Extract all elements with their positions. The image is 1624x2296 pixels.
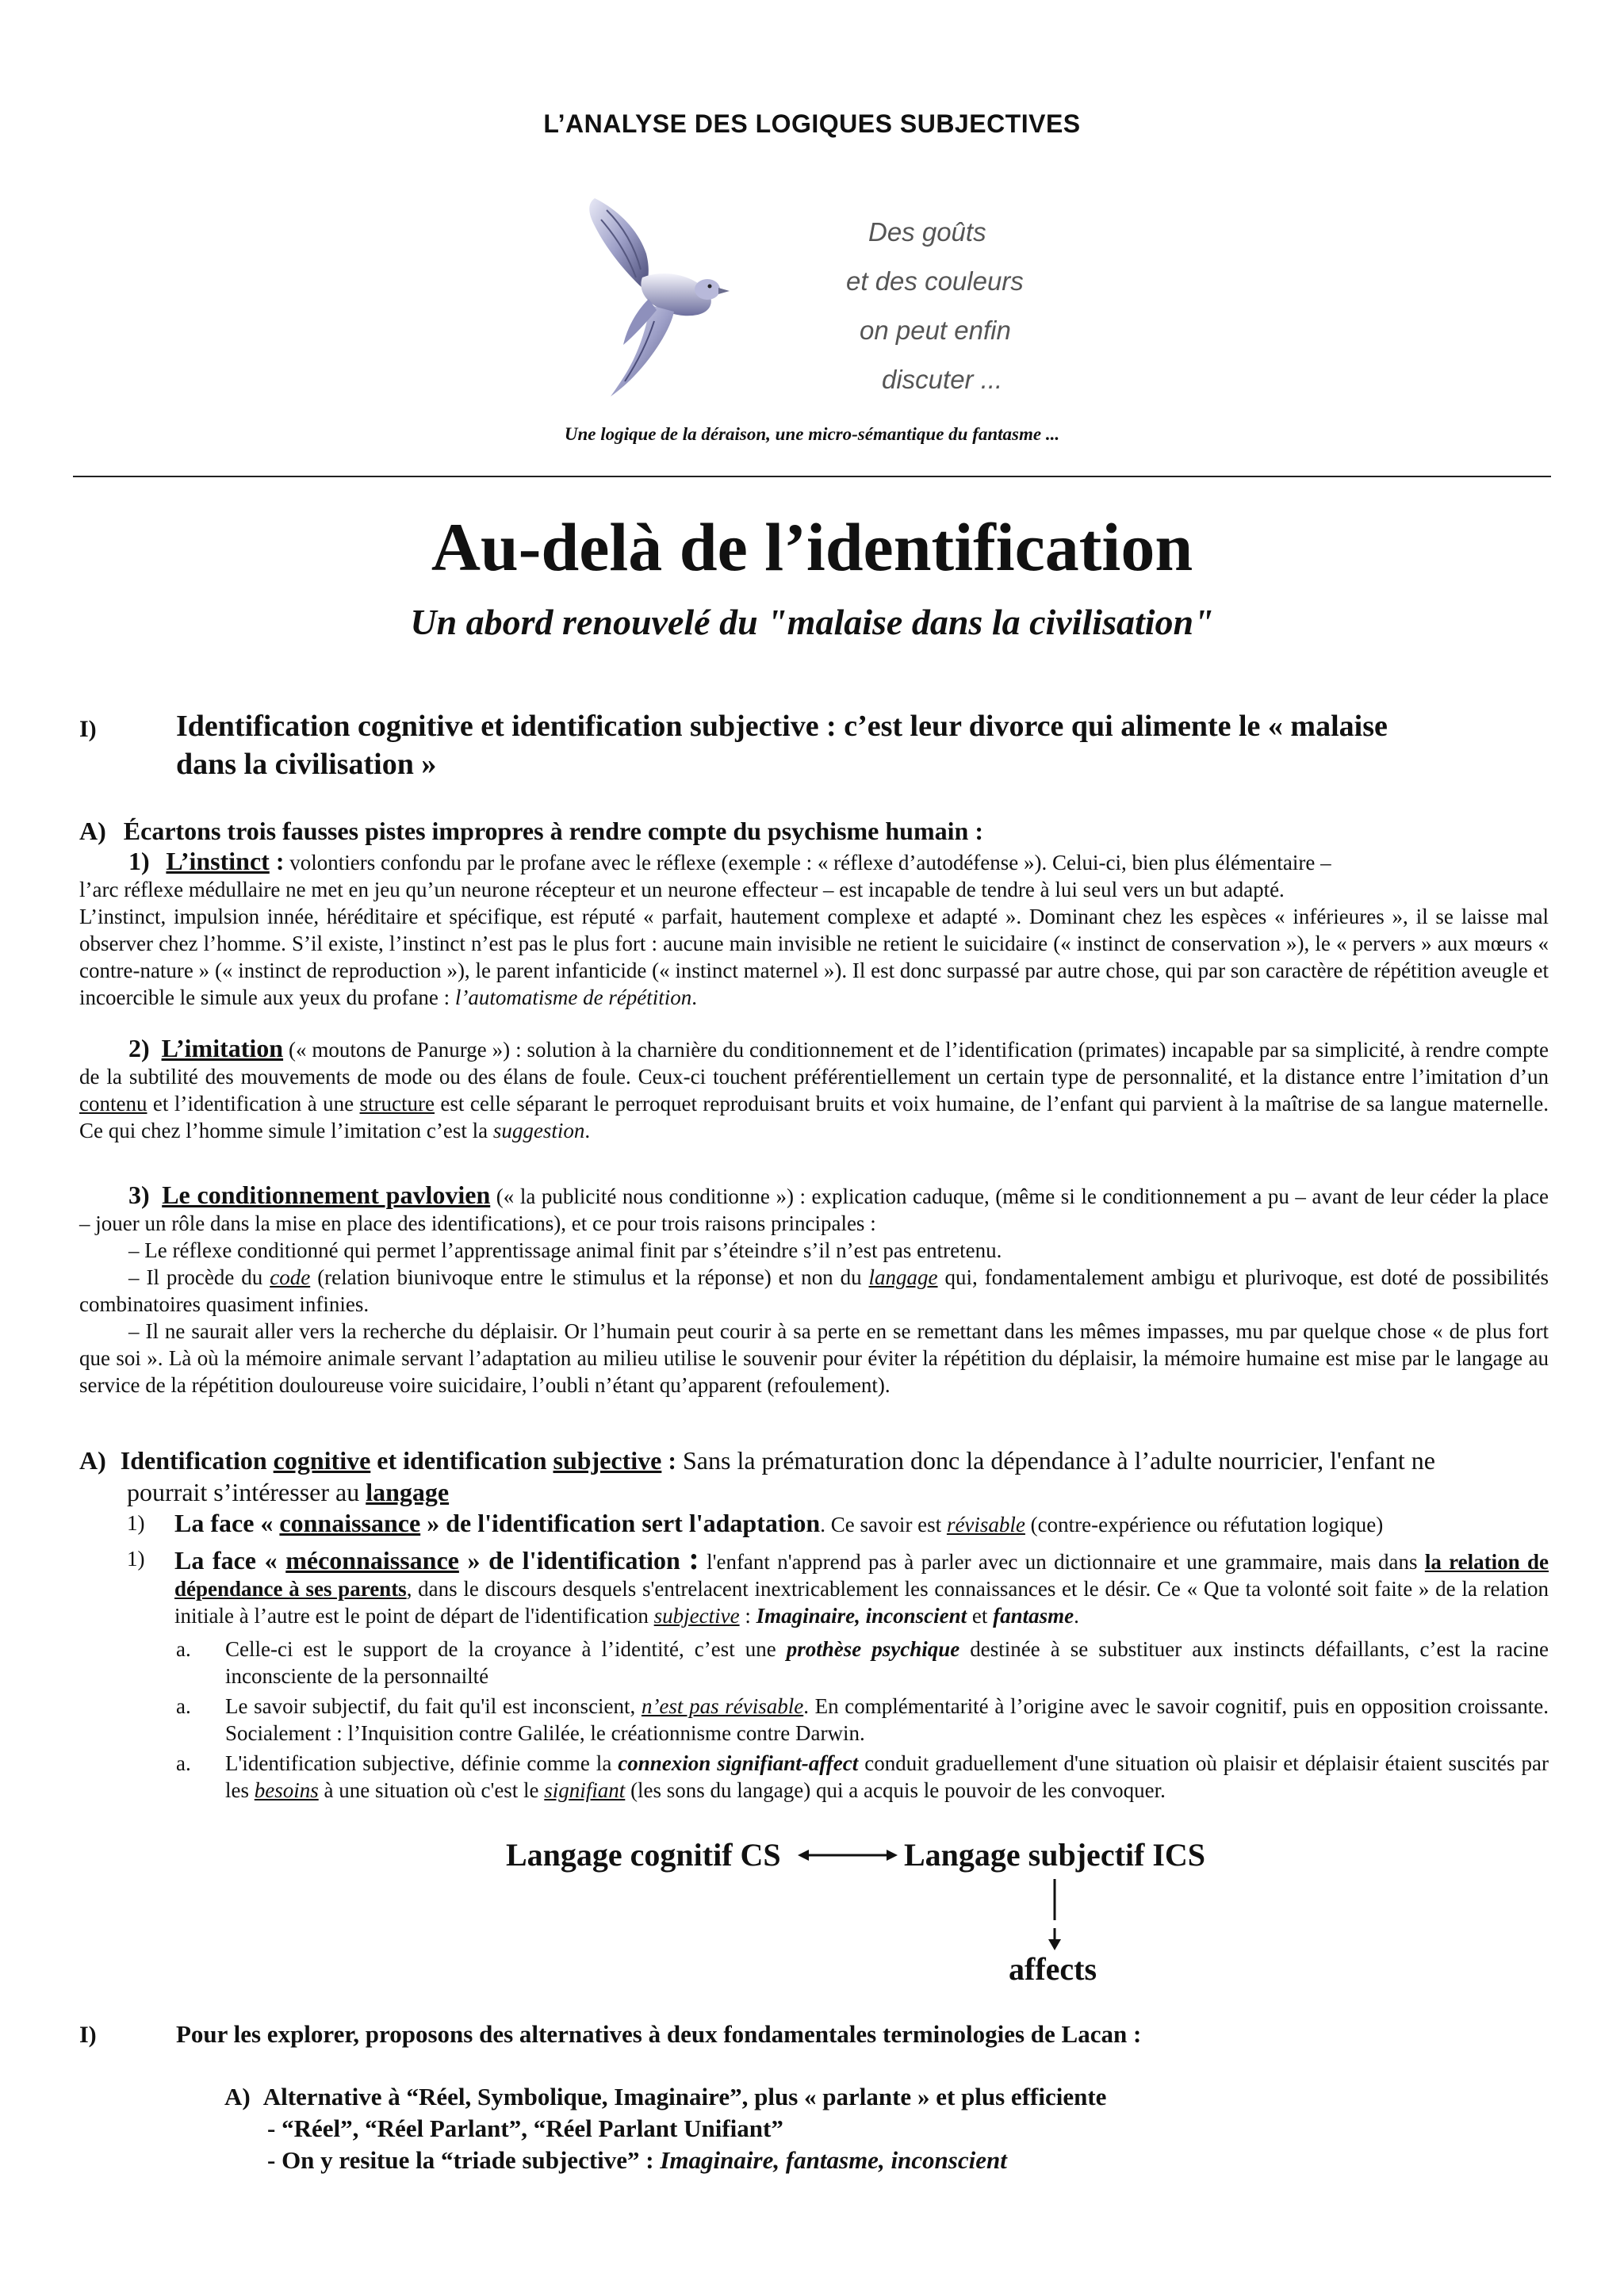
term-colon: :: [269, 847, 285, 875]
section-title-line: dans la civilisation »: [176, 748, 437, 781]
sub-item-text: Celle-ci est le support de la croyance à l’identité, c’est une: [225, 1637, 787, 1661]
item-number: 1): [128, 847, 150, 875]
motto: [841, 208, 1024, 404]
sub-item-text: (les sons du langage) qui a acquis le pouvoir de les convoquer.: [625, 1778, 1166, 1802]
item-number: 1): [127, 1511, 145, 1535]
paragraph-text: .: [584, 1119, 591, 1142]
diagram-right-node: Langage subjectif ICS: [904, 1837, 1206, 1873]
bullet: [79, 1264, 1549, 1318]
section-number: I): [79, 2022, 97, 2048]
heading-text: et identification: [370, 1446, 553, 1475]
term-instinct: L’instinct: [166, 847, 270, 875]
sub-item-number: a.: [176, 1637, 191, 1661]
underlined-term: contenu: [79, 1092, 147, 1115]
paragraph-instinct: [79, 848, 1549, 1011]
dove-icon: [571, 194, 737, 400]
heading-text: :: [661, 1446, 676, 1475]
item-text: :: [739, 1604, 756, 1628]
bold-italic-term: fantasme: [993, 1604, 1074, 1628]
down-arrow-icon: [1045, 1879, 1064, 1952]
bold-italic-term: connexion signifiant-affect: [618, 1751, 859, 1775]
underlined-term: la relation de dépendance à ses parents: [174, 1550, 1549, 1601]
subsection-label: A): [79, 817, 106, 845]
section-title: Pour les explorer, proposons des alternatives à deux fondamentales terminologies de Lacan :: [176, 2020, 1142, 2048]
motto-line: on peut enfin: [860, 316, 1011, 345]
subsection-label: A): [224, 2083, 251, 2110]
term-conditioning: Le conditionnement pavlovien: [162, 1181, 491, 1209]
motto-line: Des goûts: [868, 217, 986, 247]
subsection-line: - “Réel”, “Réel Parlant”, “Réel Parlant Unifiant”: [267, 2114, 783, 2142]
heading-text: Identification: [120, 1446, 274, 1475]
item-text: l'enfant n'apprend pas à parler avec un dictionnaire et une grammaire, mais dans: [699, 1550, 1425, 1574]
motto-line: discuter ...: [882, 365, 1003, 394]
sub-item-text: Le savoir subjectif, du fait qu'il est inconscient,: [225, 1694, 642, 1718]
underlined-term: connaissance: [279, 1509, 421, 1537]
heading-text: Sans la prématuration donc la dépendance à l’adulte nourricier, l'enfant ne: [676, 1446, 1435, 1475]
item-text: et: [967, 1604, 994, 1628]
subsection-heading: [79, 817, 983, 846]
sub-list-item: [176, 1693, 1549, 1745]
underlined-term: subjective: [653, 1604, 740, 1628]
sub-item-number: a.: [176, 1751, 191, 1775]
bullet: – Le réflexe conditionné qui permet l’apprentissage animal finit par s’éteindre s’il n’est pas entretenu.: [128, 1238, 1002, 1262]
list-item: [127, 1540, 1549, 1628]
underlined-term: structure: [359, 1092, 435, 1115]
section-number: I): [79, 716, 97, 742]
sub-item-text: . En complémentarité à l’origine avec le savoir cognitif, puis en opposition croissante. Socialement : l’Inquisition contre Galilée, le créationnisme contre Darwin.: [225, 1694, 1549, 1745]
item-number: 3): [128, 1181, 150, 1209]
paragraph-text: est celle séparant le perroquet reproduisant bruits et voix humaine, de l’enfant qui parvient à la maîtrise de sa langue maternelle. Ce qui chez l’homme simule l’imitation c’est la: [79, 1092, 1549, 1142]
paragraph-imitation: [79, 1035, 1549, 1144]
subsection-heading: [79, 1445, 1549, 1508]
item-text: (contre-expérience ou réfutation logique): [1025, 1513, 1384, 1536]
subsection-line: - On y resitue la “triade subjective” :: [267, 2146, 661, 2174]
underlined-term: code: [270, 1265, 311, 1289]
paragraph-text: (« moutons de Panurge ») : solution à la charnière du conditionnement et de l’identification (primates) incapable par sa simplicité, à rendre compte de la subtilité des mouvements de mode ou des élans de foule. Ceux-ci touchent préférentiellement un certain type de personnalité, et la distance entre l’imitation d’un: [79, 1038, 1549, 1089]
subsection-title: Écartons trois fausses pistes impropres à rendre compte du psychisme humain :: [123, 817, 983, 845]
sub-list-item: [176, 1636, 1549, 1688]
subsection-label: A): [79, 1446, 106, 1475]
underlined-term: besoins: [254, 1778, 319, 1802]
paragraph-text: .: [691, 985, 698, 1009]
page-title: Au-delà de l’identification: [431, 509, 1193, 585]
underlined-term: langage: [868, 1265, 938, 1289]
item-text: .: [1074, 1604, 1079, 1628]
paragraph-text: volontiers confondu par le profane avec le réflexe (exemple : « réflexe d’autodéfense »). Celui-ci, bien plus élémentaire –: [284, 851, 1331, 874]
bullet: – Il ne saurait aller vers la recherche du déplaisir. Or l’humain peut courir à sa perte en se remettant dans les mêmes impasses, mu par quelque chose « de plus fort que soi ». Là où la mémoire animale servant l’adaptation au milieu utilise le souvenir pour éviter la répétition du déplaisir, la mémoire humaine est mise par le langage au service de la répétition douloureuse voire suicidaire, l’oubli n’étant qu’apparent (refoulement).: [79, 1319, 1549, 1397]
paragraph-text: et l’identification à une: [147, 1092, 360, 1115]
bullet-text: (relation biunivoque entre le stimulus et la réponse) et non du: [310, 1265, 869, 1289]
diagram-left-node: Langage cognitif CS: [506, 1837, 781, 1873]
paragraph-text: l’arc réflexe médullaire ne met en jeu qu’un neurone récepteur et un neurone effecteur – est incapable de tendre à lui seul vers un but adapté.: [79, 878, 1285, 901]
sub-list-item: [176, 1750, 1549, 1802]
bold-italic-term: prothèse psychique: [786, 1637, 960, 1661]
bullet-text: qui, fondamentalement ambigu et plurivoque, est doté de possibilités combinatoires quasiment infinies.: [79, 1265, 1549, 1316]
divider: [73, 476, 1551, 477]
tagline: Une logique de la déraison, une micro-sémantique du fantasme ...: [564, 424, 1060, 444]
double-arrow-icon: [796, 1846, 899, 1865]
bullet-text: – Il procède du: [128, 1265, 270, 1289]
item-text: La face «: [174, 1509, 280, 1537]
bold-italic-term: Imaginaire, inconscient: [756, 1604, 967, 1628]
heading-text: pourrait s’intéresser au: [127, 1478, 366, 1506]
item-text: » de l'identification sert l'adaptation: [420, 1509, 821, 1537]
dove-image: [571, 194, 737, 400]
item-text: :: [688, 1540, 699, 1576]
underlined-term: n’est pas révisable: [641, 1694, 804, 1718]
sub-item-text: L'identification subjective, définie comme la: [225, 1751, 619, 1775]
sub-item-text: à une situation où c'est le: [318, 1778, 545, 1802]
section-title-line: Identification cognitive et identification subjective : c’est leur divorce qui alimente le « malaise: [176, 710, 1388, 743]
item-number: 2): [128, 1034, 150, 1062]
subsection-title: Alternative à “Réel, Symbolique, Imaginaire”, plus « parlante » et plus efficiente: [262, 2083, 1107, 2110]
page-subtitle: Un abord renouvelé du "malaise dans la civilisation": [410, 602, 1214, 642]
sub-item-text: destinée à se substituer aux instincts défaillants, c’est la racine inconsciente de la personnailté: [225, 1637, 1549, 1688]
subsection-heading: [224, 2081, 1106, 2176]
item-number: 1): [127, 1547, 145, 1571]
underlined-term: cognitive: [273, 1446, 371, 1475]
underlined-term: méconnaissance: [285, 1546, 459, 1575]
underlined-term: subjective: [553, 1446, 662, 1475]
list-item: [127, 1510, 1549, 1536]
paragraph-text: L’instinct, impulsion innée, héréditaire et spécifique, est réputé « parfait, hautement complexe et adapté ». Dominant chez les espèces « inférieures », il se laisse mal observer chez l’homme. S’il existe, l’instinct n’est pas le plus fort : aucune main invisible ne retient le suicidaire (« instinct de conservation »), le « pervers » aux mœurs « contre-nature » (« instinct de reproduction »), le parent infanticide (« instinct maternel »). Il est donc surpassé par autre chose, qui par son caractère de répétition aveugle et incoercible le simule aux yeux du profane :: [79, 905, 1549, 1009]
item-text: , dans le discours desquels s'entrelacent inextricablement les connaissances et le désir. Ce « Que ta volonté soit faite » de la relation initiale à l’autre est le point de départ de l'identification: [174, 1577, 1549, 1628]
bold-italic-term: Imaginaire, fantasme, inconscient: [660, 2146, 1007, 2174]
motto-line: et des couleurs: [846, 266, 1024, 296]
term-imitation: L’imitation: [161, 1034, 284, 1062]
diagram-bottom-node: affects: [1009, 1951, 1097, 1987]
item-text: » de l'identification: [458, 1546, 689, 1575]
paragraph-conditioning: [79, 1181, 1549, 1399]
page-header: L’ANALYSE DES LOGIQUES SUBJECTIVES: [543, 109, 1081, 138]
italic-term: l’automatisme de répétition: [454, 985, 692, 1009]
italic-term: suggestion: [492, 1119, 585, 1142]
underlined-term: signifiant: [544, 1778, 626, 1802]
underlined-term: langage: [366, 1478, 450, 1506]
item-text: . Ce savoir est: [820, 1513, 947, 1536]
paragraph-text: (« la publicité nous conditionne ») : explication caduque, (même si le conditionnement a pu – avant de leur céder la place – jouer un rôle dans la mise en place des identifications), et ce pour trois raisons principales :: [79, 1184, 1549, 1235]
underlined-term: révisable: [946, 1513, 1025, 1536]
sub-item-number: a.: [176, 1694, 191, 1718]
sub-item-text: conduit graduellement d'une situation où plaisir et déplaisir étaient suscités par les: [225, 1751, 1549, 1802]
section-title: [176, 707, 1556, 783]
item-text: La face «: [174, 1546, 286, 1575]
